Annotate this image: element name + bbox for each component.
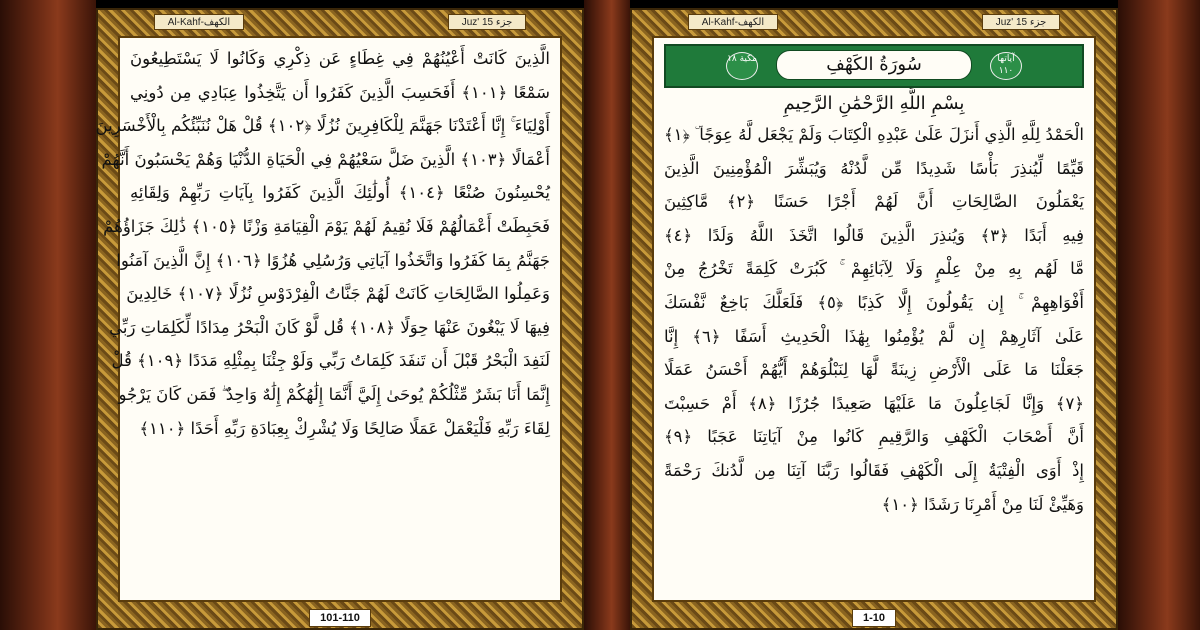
page-header <box>648 14 1100 32</box>
page-footer <box>632 606 1116 624</box>
surah-tag: Al-Kahf-الكهف <box>154 14 244 30</box>
juz-tag: Juz' 15 جزء <box>982 14 1060 30</box>
verse-line: فِيهِ أَبَدًا ﴿٣﴾ وَيُنذِرَ الَّذِينَ قَالُوا اتَّخَذَ اللَّهُ وَلَدًا ﴿٤﴾ <box>664 225 1085 245</box>
verse-line: يَعْمَلُونَ الصَّالِحَاتِ أَنَّ لَهُمْ أَجْرًا حَسَنًا ﴿٢﴾ مَّاكِثِينَ <box>664 192 1084 212</box>
verse-line: ﴿٧﴾ وَإِنَّا لَجَاعِلُونَ مَا عَلَيْهَا صَعِيدًا جُرُزًا ﴿٨﴾ أَمْ حَسِبْتَ <box>664 393 1084 413</box>
page-sheet <box>652 36 1096 602</box>
verse-line: وَعَمِلُوا الصَّالِحَاتِ كَانَتْ لَهُمْ جَنَّاتُ الْفِرْدَوْسِ نُزُلًا ﴿١٠٧﴾ خَالِدِينَ <box>126 284 550 304</box>
verse-line: لَنَفِدَ الْبَحْرُ قَبْلَ أَن تَنفَدَ كَلِمَاتُ رَبِّي وَلَوْ جِئْنَا بِمِثْلِهِ مَدَدًا ﴿١٠٩﴾ قُلْ <box>111 351 550 371</box>
verse-line: يُحْسِنُونَ صُنْعًا ﴿١٠٤﴾ أُولَٰئِكَ الَّذِينَ كَفَرُوا بِآيَاتِ رَبِّهِمْ وَلِقَائِهِ <box>130 183 550 203</box>
surah-title: سُورَةُ الكَهْفِ <box>776 50 972 80</box>
verse-line: الَّذِينَ كَانَتْ أَعْيُنُهُمْ فِي غِطَاءٍ عَن ذِكْرِي وَكَانُوا لَا يَسْتَطِيعُونَ <box>130 49 550 68</box>
verse-lines <box>654 118 1094 521</box>
verse-line: إِنَّمَا أَنَا بَشَرٌ مِّثْلُكُمْ يُوحَىٰ إِلَيَّ أَنَّمَا إِلَٰهُكُمْ إِلَٰهٌ وَاحِدٌ ۖ فَمَن كَانَ يَرْجُو <box>118 384 550 404</box>
verse-line: لِقَاءَ رَبِّهِ فَلْيَعْمَلْ عَمَلًا صَالِحًا وَلَا يُشْرِكْ بِعِبَادَةِ رَبِّهِ أَحَدًا ﴿١١٠﴾ <box>139 418 550 438</box>
left-binding <box>0 0 96 630</box>
page-range: 1-10 <box>852 609 896 627</box>
verse-line: عَلَىٰ آثَارِهِمْ إِن لَّمْ يُؤْمِنُوا بِهَٰذَا الْحَدِيثِ أَسَفًا ﴿٦﴾ إِنَّا <box>664 326 1084 346</box>
verse-line: أَوْلِيَاءَ ۚ إِنَّا أَعْتَدْنَا جَهَنَّمَ لِلْكَافِرِينَ نُزُلًا ﴿١٠٢﴾ قُلْ هَلْ نُنَبِّئُكُم بِالْأَخْسَرِينَ <box>95 116 550 136</box>
verse-line: فَحَبِطَتْ أَعْمَالُهُمْ فَلَا نُقِيمُ لَهُمْ يَوْمَ الْقِيَامَةِ وَزْنًا ﴿١٠٥﴾ ذَٰلِكَ جَزَاؤُهُمْ <box>103 216 550 236</box>
verse-line: سَمْعًا ﴿١٠١﴾ أَفَحَسِبَ الَّذِينَ كَفَرُوا أَن يَتَّخِذُوا عِبَادِي مِن دُونِي <box>130 82 551 102</box>
verse-line: فِيهَا لَا يَبْغُونَ عَنْهَا حِوَلًا ﴿١٠٨﴾ قُل لَّوْ كَانَ الْبَحْرُ مِدَادًا لِّكَلِمَاتِ رَبِّي <box>109 317 550 337</box>
verse-line: قَيِّمًا لِّيُنذِرَ بَأْسًا شَدِيدًا مِّن لَّدُنْهُ وَيُبَشِّرَ الْمُؤْمِنِينَ الَّذِينَ <box>664 158 1084 178</box>
verse-lines <box>95 38 560 445</box>
verse-line: أَعْمَالًا ﴿١٠٣﴾ الَّذِينَ ضَلَّ سَعْيُهُمْ فِي الْحَيَاةِ الدُّنْيَا وَهُمْ يَحْسَبُونَ أَنَّهُمْ <box>101 149 550 169</box>
center-binding <box>584 0 630 630</box>
verse-line: إِذْ أَوَى الْفِتْيَةُ إِلَى الْكَهْفِ فَقَالُوا رَبَّنَا آتِنَا مِن لَّدُنكَ رَحْمَةً <box>664 460 1084 480</box>
basmala: بِسْمِ اللَّهِ الرَّحْمَٰنِ الرَّحِيمِ <box>783 93 965 114</box>
verse-line: وَهَيِّئْ لَنَا مِنْ أَمْرِنَا رَشَدًا ﴿١٠﴾ <box>881 494 1084 514</box>
verse-line: جَعَلْنَا مَا عَلَى الْأَرْضِ زِينَةً لَّهَا لِنَبْلُوَهُمْ أَيُّهُمْ أَحْسَنُ عَمَلًا <box>664 360 1084 380</box>
surah-type-medal: مكية ١٨ <box>726 52 758 80</box>
right-binding <box>1118 0 1200 630</box>
verse-line: أَفْوَاهِهِمْ ۚ إِن يَقُولُونَ إِلَّا كَذِبًا ﴿٥﴾ فَلَعَلَّكَ بَاخِعٌ نَّفْسَكَ <box>664 292 1084 312</box>
page-sheet <box>95 36 562 602</box>
surah-banner <box>664 44 1084 88</box>
juz-tag: Juz' 15 جزء <box>448 14 526 30</box>
verse-line: أَنَّ أَصْحَابَ الْكَهْفِ وَالرَّقِيمِ كَانُوا مِنْ آيَاتِنَا عَجَبًا ﴿٩﴾ <box>664 427 1084 447</box>
right-page <box>630 8 1118 630</box>
ayah-count-medal: آياتها ١١٠ <box>990 52 1022 80</box>
page-range: 101-110 <box>309 609 371 627</box>
page-footer <box>98 606 582 624</box>
left-page <box>96 8 584 630</box>
verse-line: الْحَمْدُ لِلَّهِ الَّذِي أَنزَلَ عَلَىٰ عَبْدِهِ الْكِتَابَ وَلَمْ يَجْعَل لَّهُ عِوَجًا ۜ ﴿١﴾ <box>664 125 1084 144</box>
page-header <box>114 14 566 32</box>
surah-tag: Al-Kahf-الكهف <box>688 14 778 30</box>
verse-line: مَّا لَهُم بِهِ مِنْ عِلْمٍ وَلَا لِآبَائِهِمْ ۚ كَبُرَتْ كَلِمَةً تَخْرُجُ مِنْ <box>664 259 1084 279</box>
verse-line: جَهَنَّمُ بِمَا كَفَرُوا وَاتَّخَذُوا آيَاتِي وَرُسُلِي هُزُوًا ﴿١٠٦﴾ إِنَّ الَّذِينَ آمَنُوا <box>116 250 550 270</box>
